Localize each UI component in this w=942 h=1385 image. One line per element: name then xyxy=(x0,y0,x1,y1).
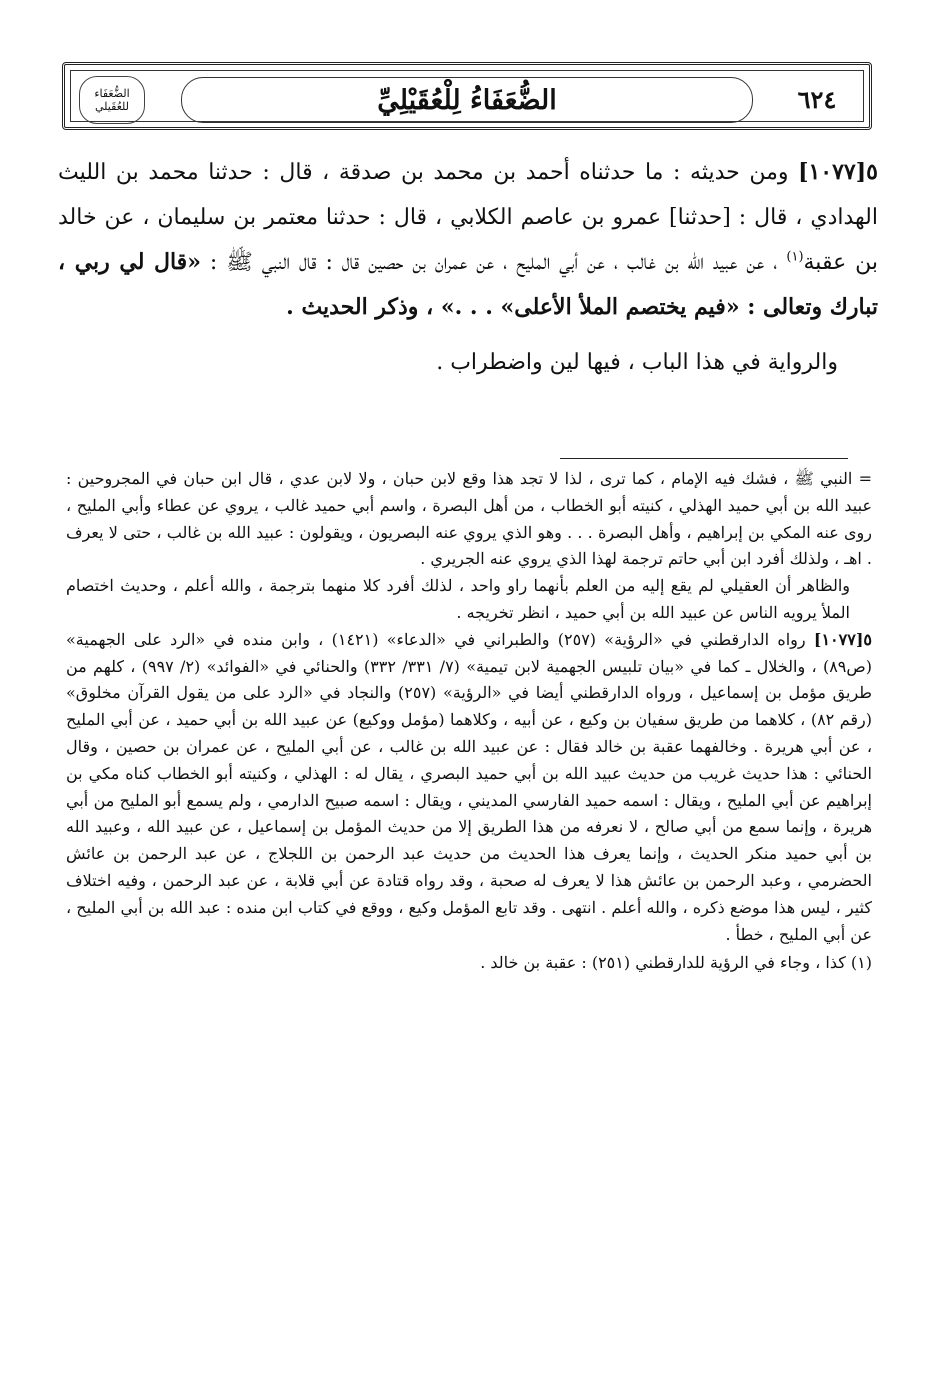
ornament-medallion xyxy=(79,76,145,124)
takhrij-number: ٥[١٠٧٧] xyxy=(813,629,872,649)
page-header xyxy=(62,62,872,130)
footnote-marker: (١) xyxy=(786,249,804,265)
hadith-paragraph xyxy=(58,150,878,330)
footnote-separator xyxy=(560,458,848,459)
book-title: الضُّعَفَاءُ لِلْعُقَيْلِيِّ xyxy=(377,84,557,116)
footnote-continuation xyxy=(66,466,872,573)
main-text xyxy=(58,150,878,385)
hadith-number: ٥[١٠٧٧] xyxy=(798,159,878,185)
hadith-isnad: ومن حديثه : ما حدثناه أحمد بن محمد بن صدقة ، قال : حدثنا محمد بن الليث الهدادي ، قال : [حدثنا] عمرو بن عاصم الكلابي ، قال : حدثنا معتمر بن سليمان ، عن خالد بن عقبة xyxy=(58,160,878,275)
takhrij-paragraph xyxy=(66,627,872,949)
takhrij-text: رواه الدارقطني في «الرؤية» (٢٥٧) والطبراني في «الدعاء» (١٤٢١) ، وابن منده في «الرد على الجهمية» (ص٨٩) ، والخلال ـ كما في «بيان تلبيس الجهمية لابن تيمية» (٧/ ٣٣١/ ٣٣٢) والحنائي في «الفوائد» (٢/ ٩٩٧) ، كلهم من طريق مؤمل بن إسماعيل ، ورواه الدارقطني أيضا في «الرؤية» (٢٥٧) والنجاد في «الرد على من يقول القرآن مخلوق» (رقم ٨٢) ، كلاهما من طريق سفيان بن وكيع ، عن أبيه ، وكلاهما (مؤمل ووكيع) عن عبيد الله بن أبي حميد ، عن أبي المليح ، عن أبي هريرة . وخالفهما عقبة بن خالد فقال : عن عبيد الله بن غالب ، عن أبي المليح ، عن عمران بن حصين ، وقال الحنائي : هذا حديث غريب من حديث عبيد الله بن أبي حميد البصري ، يقال له : الهذلي ، وكنيته أبو الخطاب كناه مكي بن إبراهيم عن أبي المليح ، ويقال : اسمه حميد الفارسي المديني ، ويقال : اسمه صبيح الدارمي ، ولم يسمع أبو المليح من أبي هريرة ، وإنما سمع من أبي صالح ، لا نعرفه من هذا الطريق إلا من حديث المؤمل بن إسماعيل ، عن عبيد الله ، وعبيد الله بن أبي حميد منكر الحديث ، وإنما يعرف هذا الحديث من حديث عبد الرحمن بن اللجلاج ، عن عبد الرحمن بن عائش الحضرمي ، وعبد الرحمن بن عائش هذا لا يعرف له صحبة ، وقد رواه قتادة عن أبي قلابة ، عن عبد الرحمن ، وفيه اختلاف كثير ، ليس هذا موضع ذكره ، والله أعلم . انتهى . وقد تابع المؤمل وكيع ، ووقع في كتاب ابن منده : عبد الله بن أبي المليح ، عن أبي المليح ، خطأ . xyxy=(66,629,873,944)
hadith-matn: «قال لي ربي ، تبارك وتعالى : «فيم يختصم الملأ الأعلى» . . .» ، وذكر الحديث . xyxy=(58,249,878,320)
footnote-continuation-text: النبي ﷺ ، فشك فيه الإمام ، كما ترى ، لذا لا تجد هذا وقع لابن حبان ، ولا لابن عدي ، قال ابن حبان في المجروحين : عبيد الله بن أبي حميد الهذلي ، كنيته أبو الخطاب ، من أهل البصرة ، واسم أبي حميد غالب ، يروي عن عطاء وأبي المليح ، روى عنه المكي بن إبراهيم ، وأهل البصرة . . . وهو الذي يروي عنه البصريون ، ويقولون : عبيد الله بن غالب ، حتى لا يعرف . اهـ ، ولذلك أفرد ابن أبي حاتم ترجمة لهذا الذي يروي عنه الجريري . xyxy=(66,469,872,569)
header-inner-frame xyxy=(70,70,864,122)
footnote-1: (١) كذا ، وجاء في الرؤية للدارقطني (٢٥١) : عقبة بن خالد . xyxy=(480,953,872,973)
hadith-isnad-continued: ، عن عبيد الله بن غالب ، عن أبي المليح ، عن عمران بن حصين قال : قال النبي ﷺ : xyxy=(200,250,787,275)
footnote-paragraph-2: والظاهر أن العقيلي لم يقع إليه من العلم بأنهما راو واحد ، لذلك أفرد كلا منهما بترجمة ، والله أعلم ، وحديث اختصام الملأ يرويه الناس عن عبيد الله بن أبي حميد ، انظر تخريجه . xyxy=(66,576,850,622)
footnotes xyxy=(66,466,872,977)
page-number: ٦٢٤ xyxy=(797,84,837,114)
continuation-mark: = xyxy=(858,469,872,488)
closing-remark: والرواية في هذا الباب ، فيها لين واضطراب . xyxy=(436,350,838,375)
ornament-label: الضُّعَفَاء للعُقَيلي xyxy=(94,87,130,113)
title-plaque xyxy=(181,77,753,123)
